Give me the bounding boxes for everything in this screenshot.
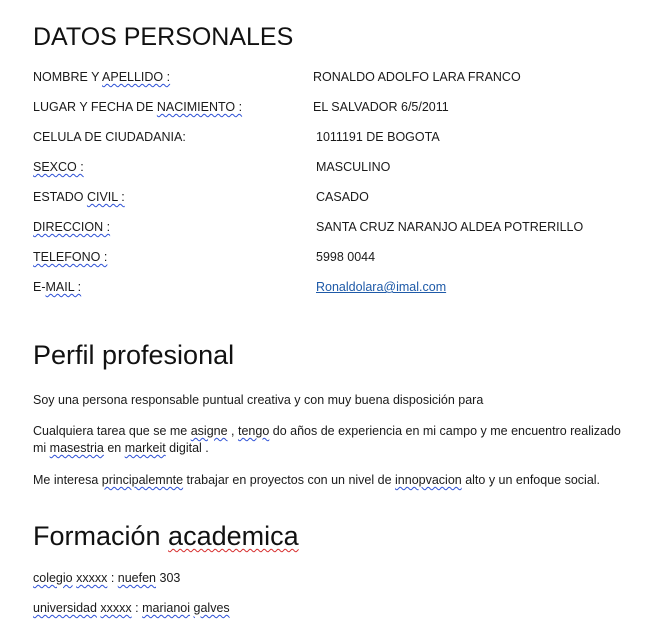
section-heading-profile: Perfil profesional <box>33 340 235 370</box>
education-line-school: colegio xxxxx : nuefen 303 <box>33 571 181 585</box>
profile-paragraph-3: Me interesa principalemnte trabajar en proyectos con un nivel de innopvacion alto y un enfoque social. <box>33 473 601 487</box>
field-row-id <box>33 130 633 148</box>
field-value: RONALDO ADOLFO LARA FRANCO <box>313 70 521 84</box>
field-value: MASCULINO <box>316 160 391 174</box>
field-row-address <box>33 220 633 238</box>
field-row-phone <box>33 250 633 268</box>
field-row-name <box>33 70 633 88</box>
field-label: NOMBRE Y APELLIDO : <box>33 70 171 84</box>
field-value: 1011191 DE BOGOTA <box>316 130 440 144</box>
section-heading-education: Formación academica <box>33 521 299 551</box>
field-value: SANTA CRUZ NARANJO ALDEA POTRERILLO <box>316 220 584 234</box>
email-link[interactable]: Ronaldolara@imal.com <box>316 280 447 294</box>
field-label: LUGAR Y FECHA DE NACIMIENTO : <box>33 100 243 114</box>
section-heading-personal: DATOS PERSONALES <box>33 23 294 51</box>
profile-paragraph-1: Soy una persona responsable puntual creativa y con muy buena disposición para <box>33 393 484 407</box>
field-label: DIRECCION : <box>33 220 111 234</box>
field-label: SEXCO : <box>33 160 84 174</box>
field-row-birth <box>33 100 633 118</box>
field-row-sex <box>33 160 633 178</box>
field-label: TELEFONO : <box>33 250 108 264</box>
field-row-civil-status <box>33 190 633 208</box>
field-label: CELULA DE CIUDADANIA: <box>33 130 186 144</box>
field-row-email <box>33 280 633 298</box>
field-label: ESTADO CIVIL : <box>33 190 125 204</box>
field-label: E-MAIL : <box>33 280 82 294</box>
education-line-university: universidad xxxxx : marianoi galves <box>33 601 230 615</box>
profile-paragraph-2: Cualquiera tarea que se me asigne , tengo do años de experiencia en mi campo y me encuentro realizado mi masestria en markeit digital . <box>33 424 621 455</box>
field-value: 5998 0044 <box>316 250 376 264</box>
field-value: CASADO <box>316 190 369 204</box>
field-value: EL SALVADOR 6/5/2011 <box>313 100 449 114</box>
